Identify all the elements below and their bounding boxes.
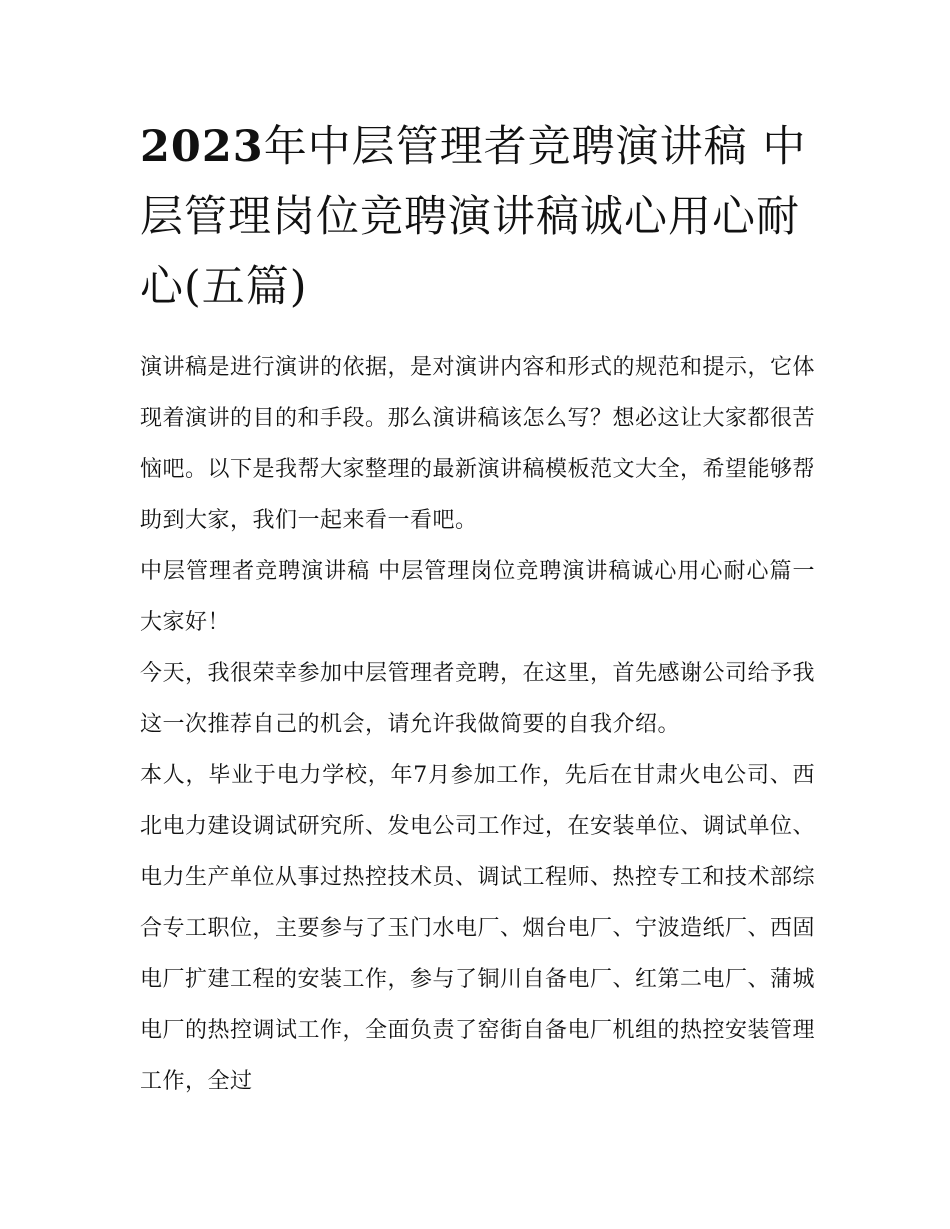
title-year: 2023 <box>140 122 264 172</box>
document-title <box>140 112 815 322</box>
body-paragraph-background: 本人，毕业于电力学校，年7月参加工作，先后在甘肃火电公司、西北电力建设调试研究所、发电公司工作过，在安装单位、调试单位、电力生产单位从事过热控技术员、调试工程师、热控专工和技术部综合专工职位，主要参与了玉门水电厂、烟台电厂、宁波造纸厂、西固电厂扩建工程的安装工作，参与了铜川自备电厂、红第二电厂、蒲城电厂的热控调试工作，全面负责了窑街自备电厂机组的热控安装管理工作，全过 <box>140 763 816 1094</box>
title-text: 年中层管理者竞聘演讲稿 中层管理岗位竞聘演讲稿诚心用心耐心(五篇) <box>140 122 807 312</box>
section-heading-paragraph: 中层管理者竞聘演讲稿 中层管理岗位竞聘演讲稿诚心用心耐心篇一 大家好！ <box>140 559 815 635</box>
intro-paragraph: 演讲稿是进行演讲的依据，是对演讲内容和形式的规范和提示，它体现着演讲的目的和手段。那么演讲稿该怎么写？想必这让大家都很苦恼吧。以下是我帮大家整理的最新演讲稿模板范文大全，希望能够帮助到大家，我们一起来看一看吧。 <box>140 355 816 533</box>
body-paragraph-thanks: 今天，我很荣幸参加中层管理者竞聘，在这里，首先感谢公司给予我这一次推荐自己的机会，请允许我做简要的自我介绍。 <box>140 661 816 737</box>
document-body <box>140 112 815 1107</box>
